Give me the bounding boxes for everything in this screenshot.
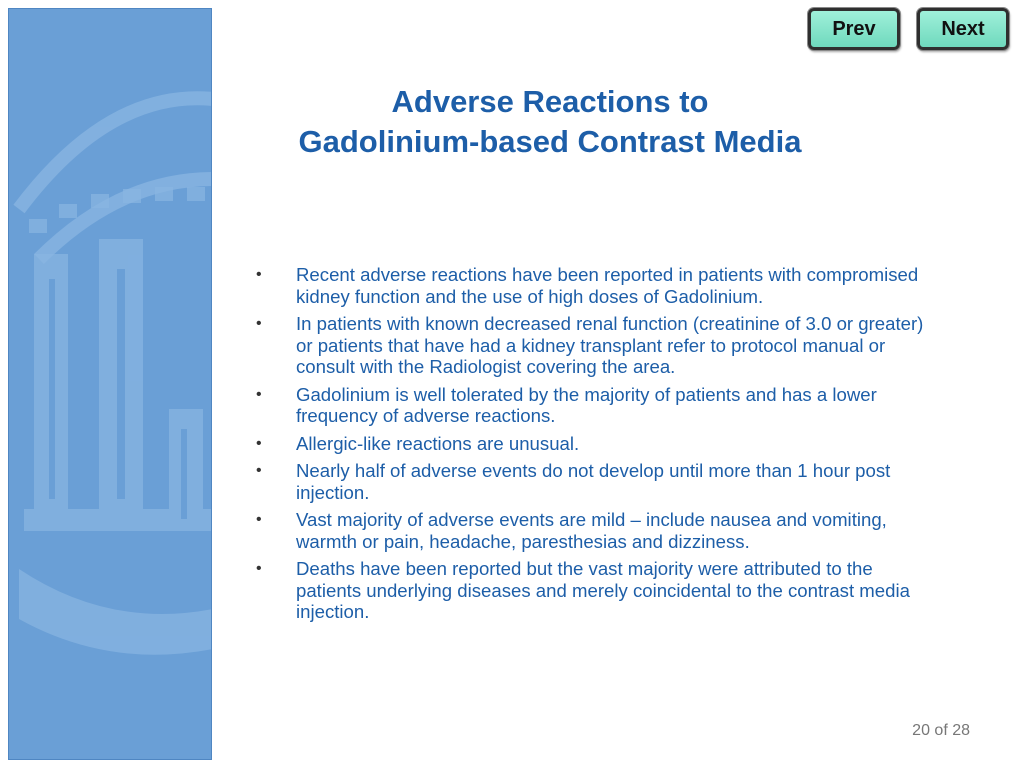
page-indicator: 20 of 28 xyxy=(912,722,970,739)
list-item-text: Deaths have been reported but the vast majority were attributed to the patients underlying diseases and merely coincidental to the contrast media injection. xyxy=(296,558,910,622)
list-item xyxy=(256,509,936,552)
title-line-2: Gadolinium-based Contrast Media xyxy=(298,124,802,159)
list-item xyxy=(256,384,936,427)
bullet-icon: • xyxy=(256,315,262,332)
page-title xyxy=(212,82,888,162)
list-item xyxy=(256,313,936,378)
bullet-list xyxy=(256,264,936,629)
list-item-text: Nearly half of adverse events do not develop until more than 1 hour post injection. xyxy=(296,460,891,503)
bullet-icon: • xyxy=(256,266,262,283)
prev-button[interactable]: Prev xyxy=(808,8,900,50)
list-item xyxy=(256,460,936,503)
list-item-text: Allergic-like reactions are unusual. xyxy=(296,432,580,454)
bullet-icon: • xyxy=(256,511,262,528)
sidebar-decoration-panel xyxy=(8,8,212,760)
list-item-text: Recent adverse reactions have been reported in patients with compromised kidney function and the use of high doses of Gadolinium. xyxy=(296,264,919,307)
list-item-text: Gadolinium is well tolerated by the majority of patients and has a lower frequency of adverse reactions. xyxy=(296,383,877,426)
bullet-icon: • xyxy=(256,462,262,479)
bullet-icon: • xyxy=(256,385,262,403)
list-item xyxy=(256,558,936,623)
title-line-1: Adverse Reactions to xyxy=(391,84,709,119)
list-item xyxy=(256,433,936,455)
old-well-watermark-icon xyxy=(9,9,212,760)
bullet-icon: • xyxy=(256,434,262,452)
list-item-text: In patients with known decreased renal function (creatinine of 3.0 or greater) or patients that have had a kidney transplant refer to protocol manual or consult with the Radiologist covering the area. xyxy=(296,313,924,377)
next-button[interactable]: Next xyxy=(917,8,1009,50)
bullet-icon: • xyxy=(256,560,262,577)
list-item xyxy=(256,264,936,307)
list-item-text: Vast majority of adverse events are mild – include nausea and vomiting, warmth or pain, headache, paresthesias and dizziness. xyxy=(296,509,887,552)
